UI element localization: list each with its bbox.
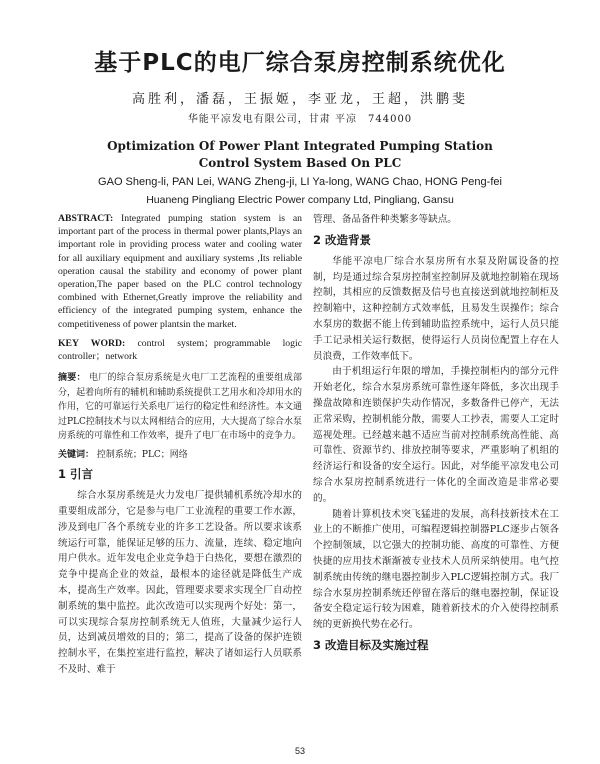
intro-paragraph: 综合水泵房系统是火力发电厂提供辅机系统冷却水的重要组成部分，它是参与电厂工业流程的重要工作水源，涉及到电厂各个系统专业的许多工艺设备。所以要求该系统运行可靠，能保证足够的压力、流量，连续、稳定地向用户供水。近年发电企业竞争趋于白热化，要想在激烈的竞争中提高企业的效益，最根本的途径就是降低生产成本，提高生产效率。因此，管理要求要求实现全厂自动控制系统的集中监控。此次改造可以实现两个好处：第一，可以实现综合泵房控制系统无人值班，大量减少运行人员，达到减员增效的目的；第二，提高了设备的保护连锁控制水平，在集控室进行监控，解决了诸如运行人员联系不及时、难于: [58, 490, 302, 675]
abstract-en-text: Integrated pumping station system is an important part of the process in thermal power plants,Plays an important role in providing process water and cooling water for all auxiliary equipment and auxiliary systems ,Its reliable operation causal the stability and economy of power plant operation,The paper based on the PLC control technology combined with Ethernet,Greatly improve the reliability and efficiency of the integrated pumping system, enhance the competitiveness of power plantsin the market.: [58, 213, 302, 330]
section-heading-intro: 1 引言: [58, 467, 94, 482]
page-number: 53: [294, 746, 305, 756]
abstract-cn: [58, 371, 302, 444]
keywords-en-label: KEY WORD:: [58, 337, 126, 349]
paper-title-cn: 基于PLC的电厂综合泵房控制系统优化: [94, 50, 506, 76]
keywords-cn: [58, 448, 302, 463]
authors-en: GAO Sheng-li, PAN Lei, WANG Zheng-ji, LI Ya-long, WANG Chao, HONG Peng-fei: [98, 176, 502, 188]
continued-paragraph: 管理、备品备件种类繁多等缺点。: [313, 214, 457, 225]
section-heading-goals: 3 改造目标及实施过程: [313, 637, 429, 652]
background-paragraph-1: 华能平凉电厂综合水泵房所有水泵及附属设备的控制，均是通过综合泵房控制室控制屏及就地控制箱在现场控制，其相应的反馈数据及信号也直接送到就地控制柜及控制箱中，这种控制方式效率低，且易发生误操作；综合水泵房的数据不能上传到辅助监控系统中，运行人员只能手工记录相关运行数据，使得运行人员岗位配置上存在人员浪费，工作效率低下。: [313, 255, 559, 362]
affiliation-cn: 华能平凉发电有限公司，甘肃 平凉 744000: [187, 114, 413, 125]
keywords-en-text: control system；programmable logic controller；network: [58, 337, 302, 363]
left-column: [58, 212, 302, 678]
abstract-cn-text: 电厂的综合泵房系统是火电厂工艺流程的重要组成部分，起着向所有的辅机和辅助系统提供工艺用水和冷却用水的作用，它的可靠运行关系电厂运行的稳定性和经济性。本文通过PLC控制技术与以太网相结合的应用，大大提高了综合水泵房系统的可靠性和工作效率，提升了电厂在市场中的竞争力。: [58, 373, 302, 442]
section-heading-background: 2 改造背景: [313, 232, 372, 247]
keywords-en: [58, 337, 302, 363]
paper-title-en: Optimization Of Power Plant Integrated Pumping Station Control System Based On PLC: [107, 139, 493, 170]
abstract-cn-label: 摘要：: [58, 373, 86, 384]
background-paragraph-3: 随着计算机技术突飞猛进的发展，高科技新技术在工业上的不断推广使用，可编程逻辑控制器PLC逐步占领各个控制领域，以它强大的控制功能、高度的可靠性、方便快捷的应用技术渐渐被专业技术人员所采纳使用。电气控制系统由传统的继电器控制步入PLC逻辑控制方式。我厂综合水泵房控制系统还停留在落后的继电器控制，保证设备安全稳定运行较为困难，随着新技术的介入使得控制系统的更新换代势在必行。: [313, 508, 559, 631]
keywords-cn-text: 控制系统；PLC；网络: [96, 449, 188, 460]
authors-cn: 高胜利，潘磊，王振姬，李亚龙，王超，洪鹏斐: [131, 92, 468, 107]
abstract-en: [58, 212, 302, 331]
abstract-en-label: ABSTRACT:: [58, 213, 114, 224]
affiliation-en: Huaneng Pingliang Electric Power company Ltd, Pingliang, Gansu: [146, 194, 454, 206]
keywords-cn-label: 关键词：: [58, 449, 95, 460]
background-paragraph-2: 由于机组运行年限的增加，手操控制柜内的部分元件开始老化，综合水泵房系统可靠性逐年降低，多次出现手操盘故障和连锁保护失动作情况，多数备件已停产，无法正常采购，控制机能分散，需要人工抄表，需要人工定时巡视处理。已经越来越不适应当前对控制系统高性能、高可靠性、资源节约、排放控制等要求，严重影响了机组的经济运行和设备的安全运行。因此，对华能平凉发电公司综合水泵房控制系统进行一体化的全面改造是非常必要的。: [313, 366, 559, 504]
right-column: [313, 212, 559, 659]
